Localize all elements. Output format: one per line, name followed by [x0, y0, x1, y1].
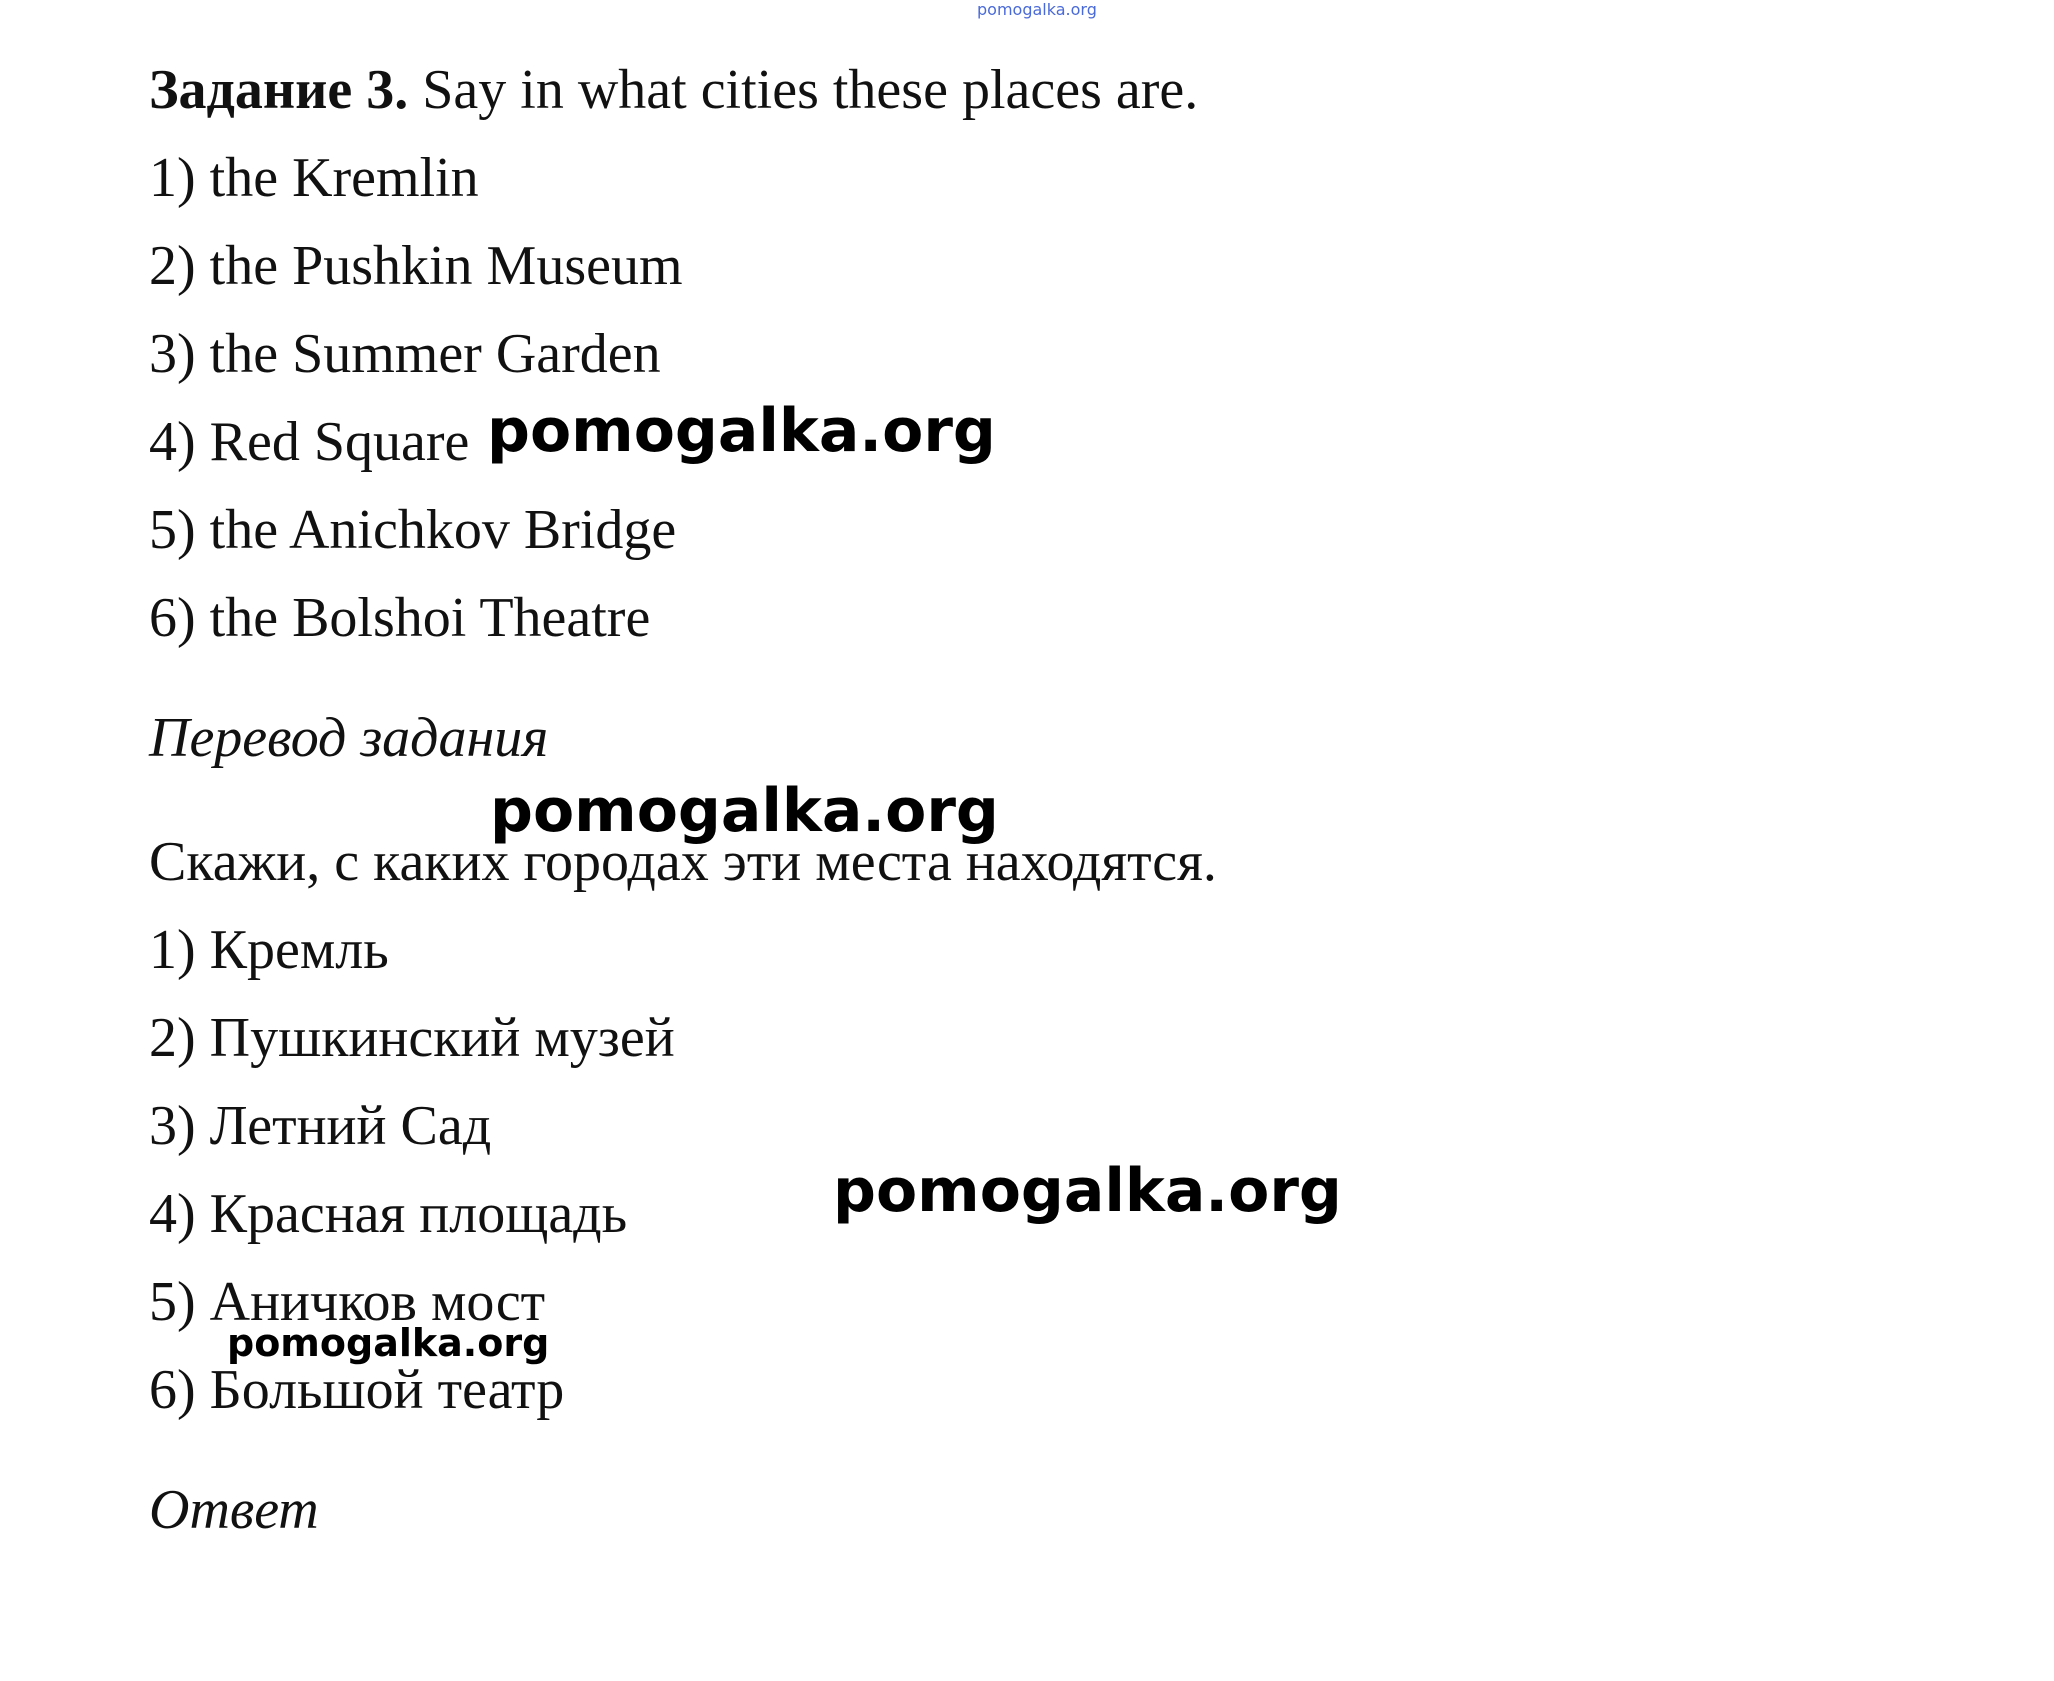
task-item-4: 4) Red Square	[149, 411, 470, 473]
task-item-1: 1) the Kremlin	[149, 147, 479, 209]
translation-item-2: 2) Пушкинский музей	[149, 1007, 675, 1069]
answer-title: Ответ	[149, 1479, 319, 1541]
watermark-3[interactable]: pomogalka.org	[833, 1156, 1342, 1226]
task-heading	[149, 58, 1198, 122]
task-item-3: 3) the Summer Garden	[149, 323, 661, 385]
task-number: Задание 3.	[149, 59, 409, 121]
task-item-2: 2) the Pushkin Museum	[149, 235, 683, 297]
translation-title: Перевод задания	[149, 707, 549, 769]
watermark-4[interactable]: pomogalka.org	[227, 1321, 550, 1365]
watermark-top[interactable]: pomogalka.org	[977, 0, 1097, 19]
translation-item-3: 3) Летний Сад	[149, 1095, 492, 1157]
task-item-6: 6) the Bolshoi Theatre	[149, 587, 651, 649]
translation-item-1: 1) Кремль	[149, 919, 389, 981]
task-item-5: 5) the Anichkov Bridge	[149, 499, 677, 561]
task-instruction: Say in what cities these places are.	[408, 59, 1199, 121]
watermark-2[interactable]: pomogalka.org	[490, 776, 999, 846]
translation-item-6: 6) Большой театр	[149, 1359, 565, 1421]
translation-item-4: 4) Красная площадь	[149, 1183, 628, 1245]
translation-item-5: 5) Аничков мост	[149, 1271, 546, 1333]
watermark-1[interactable]: pomogalka.org	[487, 396, 996, 466]
translation-instruction: Скажи, с каких городах эти места находятся.	[149, 831, 1217, 893]
